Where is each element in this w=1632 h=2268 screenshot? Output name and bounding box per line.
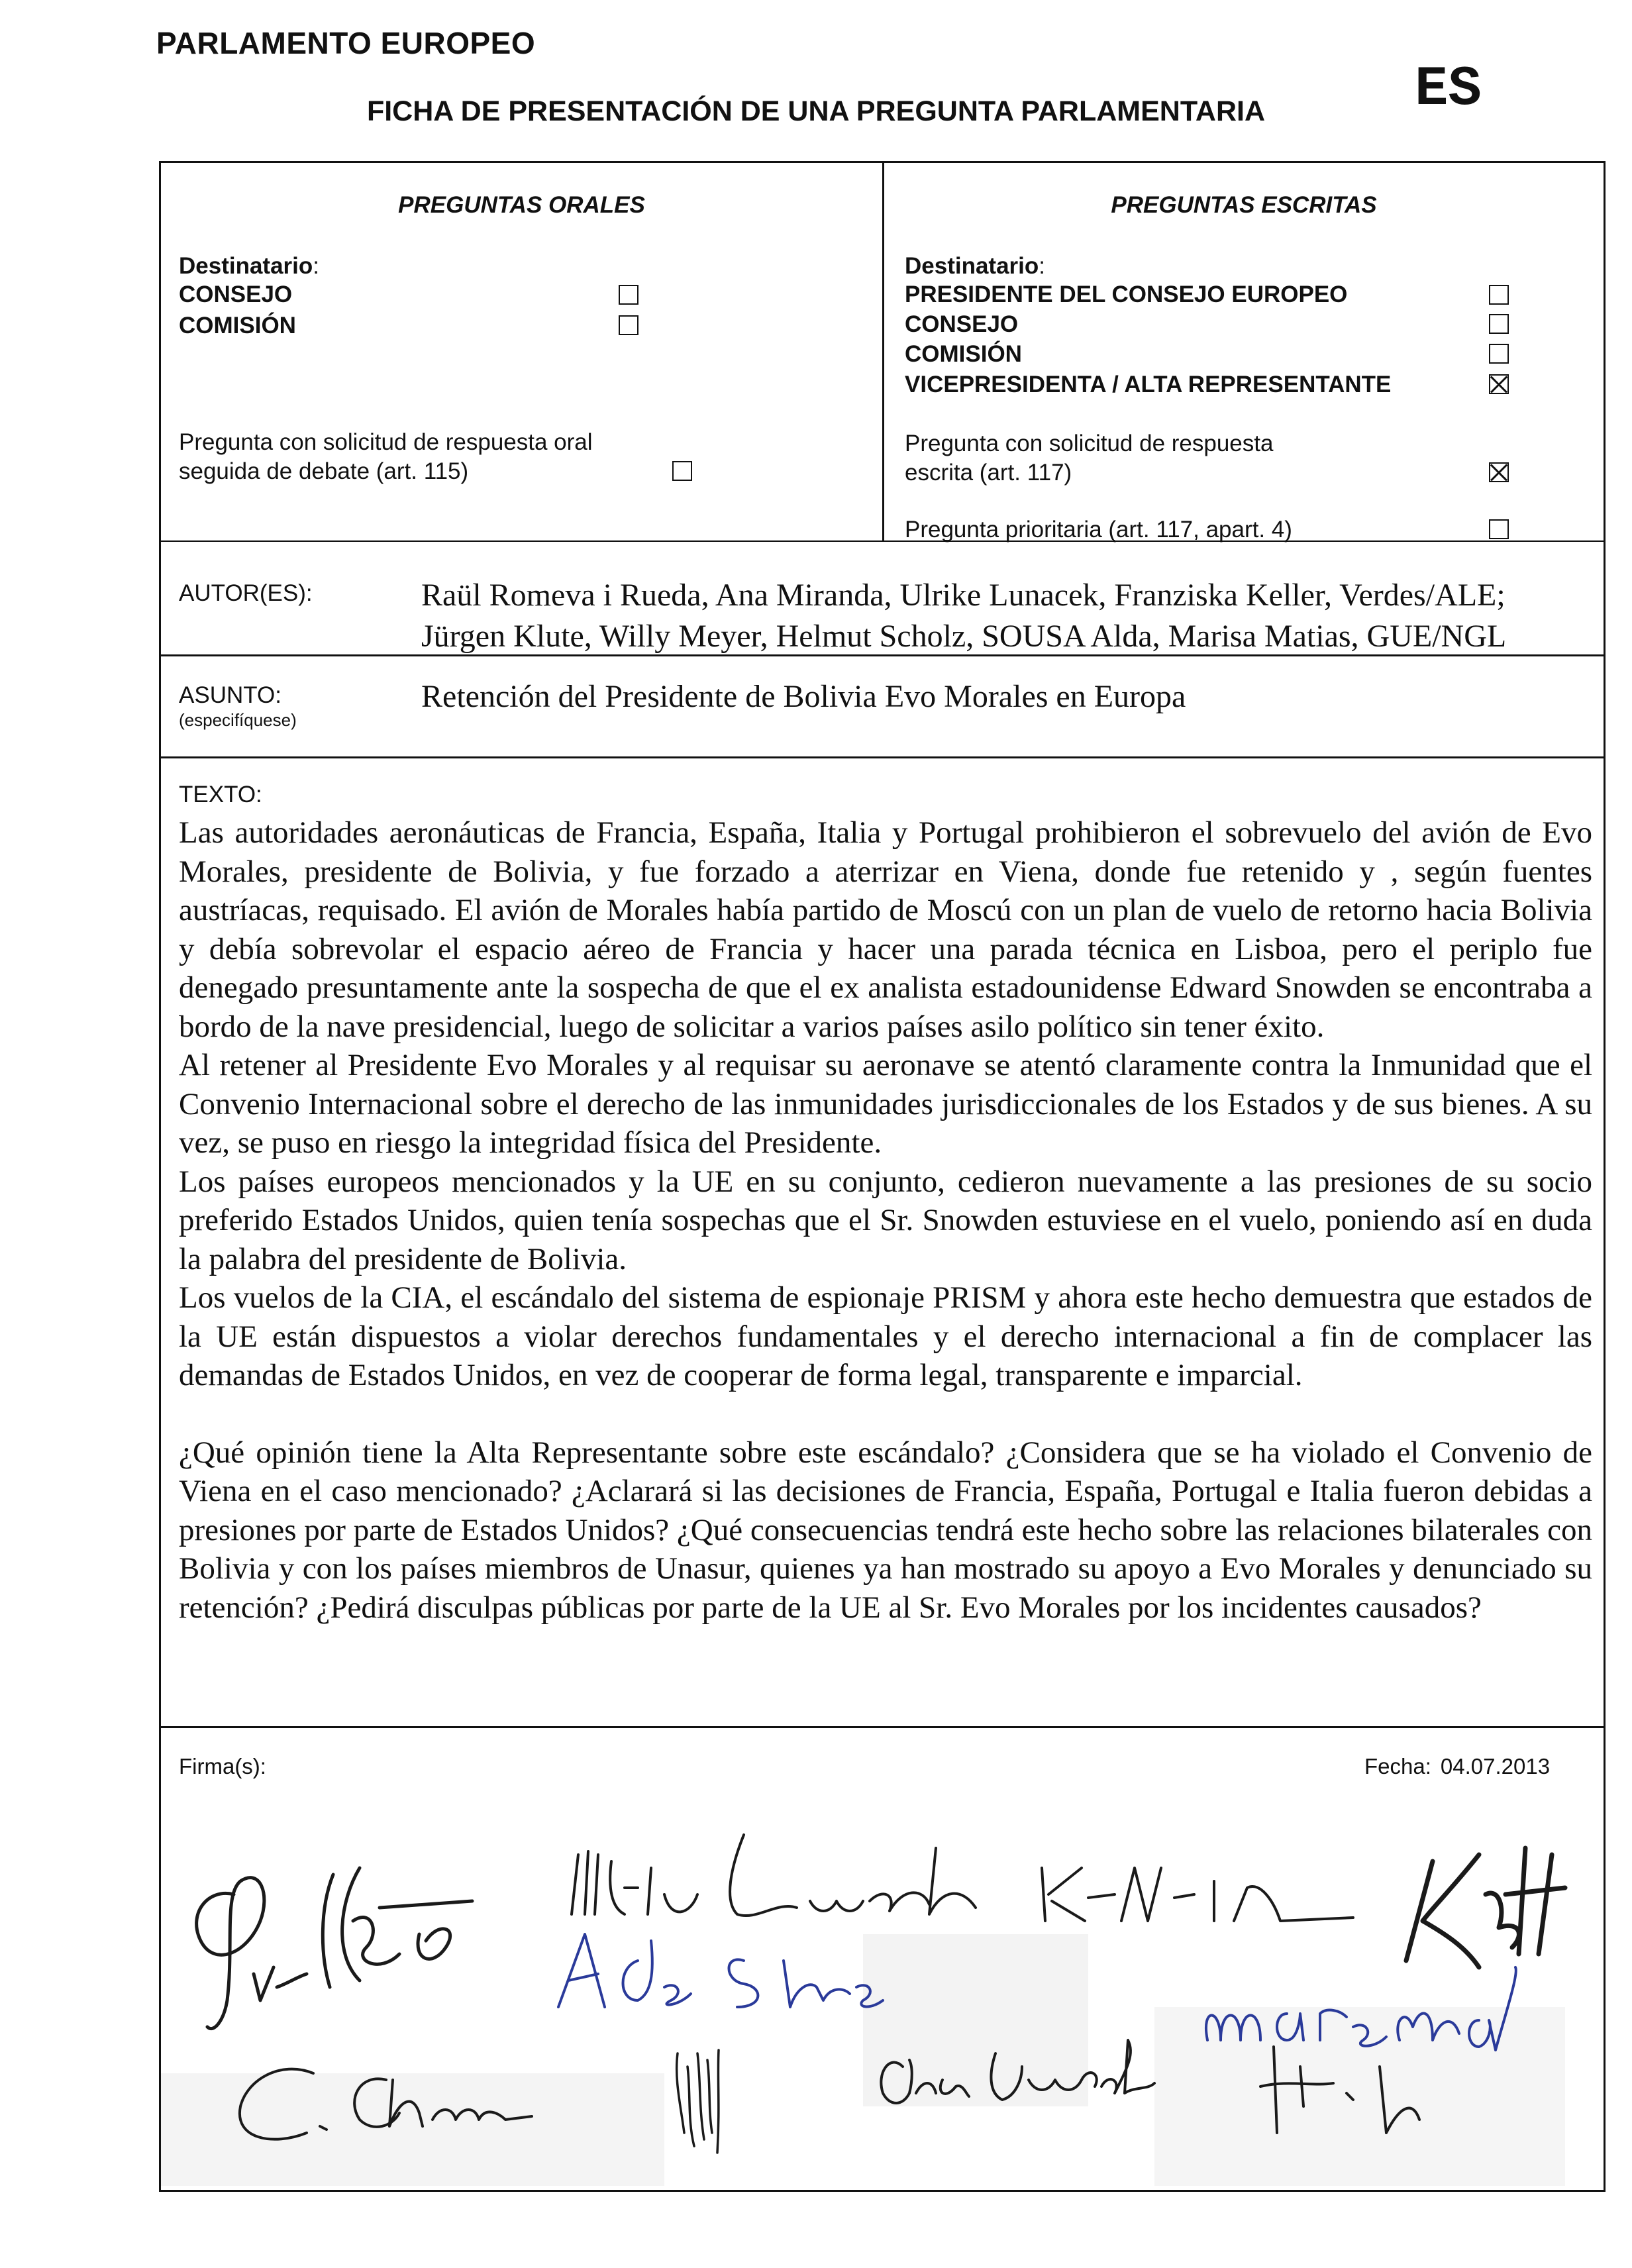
subject-sublabel: (especifíquese)	[179, 710, 297, 730]
form-title: FICHA DE PRESENTACIÓN DE UNA PREGUNTA PARLAMENTARIA	[366, 95, 1266, 127]
authors-line-1: Raül Romeva i Rueda, Ana Miranda, Ulrike Lunacek, Franziska Keller, Verdes/ALE;	[421, 578, 1505, 613]
signature-1	[197, 1868, 472, 2029]
body-paragraph: Al retener al Presidente Evo Morales y al requisar su aeronave se atentó claramente contra la Inmunidad que el Convenio Internacional sobre el derecho de las inmunidades jurisdiccionales de los Estados y de sus bienes. A su vez, se puso en riesgo la integridad física del Presidente.	[179, 1048, 1592, 1160]
written-recipient-presidente: PRESIDENTE DEL CONSEJO EUROPEO	[905, 282, 1348, 307]
authors-label: AUTOR(ES):	[179, 580, 313, 606]
written-recipient-comision: COMISIÓN	[905, 341, 1022, 367]
handwritten-signatures	[161, 1788, 1604, 2186]
body-paragraph: Los vuelos de la CIA, el escándalo del sistema de espionaje PRISM y ahora este hecho demuestra que estados de la UE están dispuestos a violar derechos fundamentales y el derecho internacional a fin de complacer las demandas de Estados Unidos, en vez de cooperar de forma legal, transparente e imparcial.	[179, 1280, 1592, 1392]
written-recipient-vicepresidenta: VICEPRESIDENTA / ALTA REPRESENTANTE	[905, 372, 1392, 397]
written-comision-checkbox[interactable]	[1489, 344, 1509, 364]
authors-divider	[159, 654, 1606, 656]
body-paragraph: Las autoridades aeronáuticas de Francia, España, Italia y Portugal prohibieron el sobrevuelo del avión de Evo Morales, presidente de Bolivia, y fue forzado a aterrizar en Viena, donde fue retenido y , según fuentes austríacas, requisado. El avión de Morales había partido de Moscú con un plan de vuelo de retorno hacia Bolivia y debía sobrevolar el espacio aéreo de Francia y hacer una parada técnica en Lisboa, pero el periplo fue denegado presuntamente ante la sospecha de que el ex analista estadounidense Edward Snowden se encontraba a bordo de la nave presidencial, luego de solicitar a varios países asilo político sin tener éxito.	[179, 815, 1592, 1044]
oral-questions-heading: PREGUNTAS ORALES	[398, 192, 645, 218]
date-label: Fecha:	[1364, 1754, 1431, 1778]
written-answer-label-line2: escrita (art. 117)	[905, 460, 1072, 486]
written-recipient-consejo: CONSEJO	[905, 311, 1019, 337]
date-field	[1364, 1754, 1550, 1779]
signature-3	[1042, 1868, 1353, 1921]
oral-comision-checkbox[interactable]	[619, 315, 638, 335]
written-recipient-label: Destinatario:	[905, 253, 1046, 279]
body-paragraph: Los países europeos mencionados y la UE en su conjunto, cedieron nuevamente a las presiones de su socio preferido Estados Unidos, quien tenía sospechas que el Sr. Snowden estuviese en el vuelo, poniendo así en duda la palabra del presidente de Bolivia.	[179, 1164, 1592, 1276]
signatures-label: Firma(s):	[179, 1754, 266, 1778]
organization-name: PARLAMENTO EUROPEO	[156, 26, 536, 60]
authors-line-2: Jürgen Klute, Willy Meyer, Helmut Scholz, SOUSA Alda, Marisa Matias, GUE/NGL	[421, 619, 1507, 654]
scan-patch	[161, 2073, 664, 2186]
oral-recipient-comision: COMISIÓN	[179, 313, 296, 338]
written-answer-checkbox[interactable]	[1489, 462, 1509, 482]
written-vicepresidenta-checkbox[interactable]	[1489, 374, 1509, 394]
signature-9	[677, 2050, 719, 2153]
subject-value: Retención del Presidente de Bolivia Evo Morales en Europa	[421, 679, 1186, 714]
subject-label: ASUNTO:	[179, 682, 281, 708]
text-label: TEXTO:	[179, 782, 262, 807]
body-paragraph: ¿Qué opinión tiene la Alta Representante sobre este escándalo? ¿Considera que se ha violado el Convenio de Viena en el caso mencionado? ¿Aclarará si las decisiones de Francia, España, Portugal e Italia fueron debidas a presiones por parte de Estados Unidos? ¿Qué consecuencias tendrá este hecho sobre las relaciones bilaterales con Bolivia y con los países miembros de Unasur, quienes ya han mostrado su apoyo a Evo Morales y denunciado su retención? ¿Pedirá disculpas públicas por parte de la UE al Sr. Evo Morales por los incidentes causados?	[179, 1435, 1592, 1625]
text-divider	[159, 1726, 1606, 1728]
written-presidente-checkbox[interactable]	[1489, 285, 1509, 305]
oral-debate-label-line1: Pregunta con solicitud de respuesta oral	[179, 429, 593, 455]
scan-patch	[1154, 2007, 1565, 2186]
question-body	[179, 813, 1592, 1627]
signature-5	[558, 1934, 883, 2007]
written-questions-heading: PREGUNTAS ESCRITAS	[1111, 192, 1377, 218]
oral-debate-checkbox[interactable]	[672, 461, 692, 481]
written-answer-label-line1: Pregunta con solicitud de respuesta	[905, 431, 1274, 456]
written-consejo-checkbox[interactable]	[1489, 314, 1509, 334]
priority-question-label: Pregunta prioritaria (art. 117, apart. 4)	[905, 517, 1292, 542]
oral-consejo-checkbox[interactable]	[619, 285, 638, 305]
date-value: 04.07.2013	[1440, 1754, 1551, 1778]
oral-recipient-label: Destinatario:	[179, 253, 320, 279]
signature-4	[1406, 1848, 1565, 1967]
subject-divider	[159, 756, 1606, 758]
signature-2	[572, 1835, 976, 1916]
oral-debate-label-line2: seguida de debate (art. 115)	[179, 458, 469, 484]
authors-list	[421, 575, 1587, 657]
oral-recipient-consejo: CONSEJO	[179, 282, 293, 307]
language-code: ES	[1415, 58, 1482, 121]
priority-question-checkbox[interactable]	[1489, 519, 1509, 539]
